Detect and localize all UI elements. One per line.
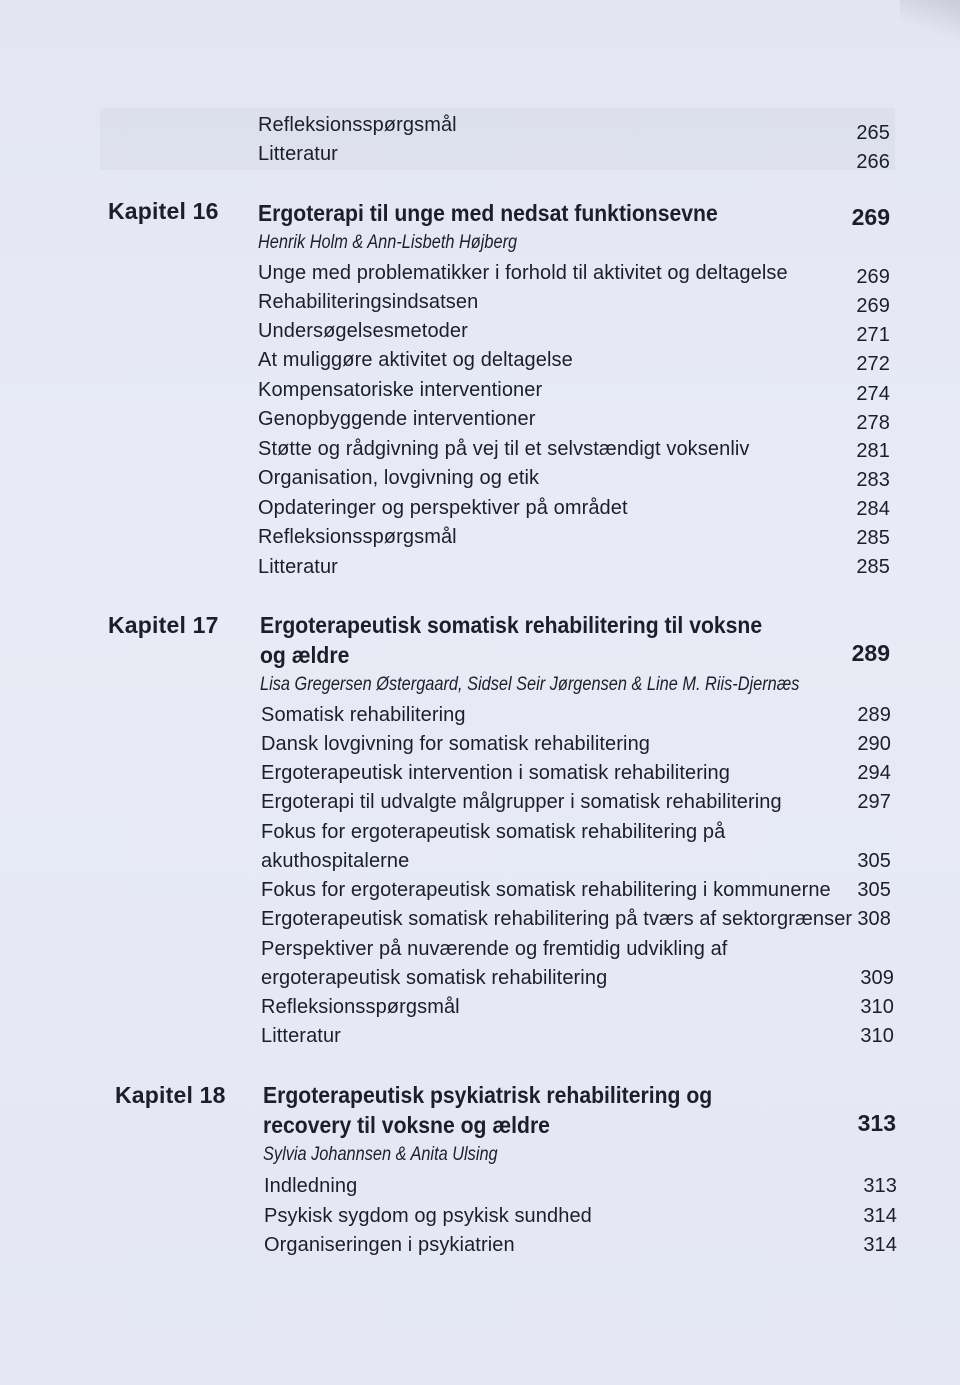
entry-page: 285 <box>856 556 890 578</box>
chapter-label: Kapitel 16 <box>108 198 219 224</box>
toc-entry <box>258 523 890 552</box>
entry-title: Perspektiver på nuværende og fremtidig udvikling af <box>261 938 728 960</box>
entry-page: 278 <box>856 412 890 434</box>
entry-title: akuthospitalerne <box>261 850 410 872</box>
toc-entry <box>258 376 890 405</box>
toc-entry <box>258 435 890 464</box>
entry-page: 283 <box>856 469 890 491</box>
entry-title: Organiseringen i psykiatrien <box>264 1234 515 1256</box>
entry-page: 313 <box>863 1175 897 1197</box>
toc-entry <box>261 701 891 730</box>
toc-entry <box>264 1202 897 1231</box>
entry-page: 285 <box>856 527 890 549</box>
entry-page: 305 <box>857 879 891 901</box>
entry-title: Kompensatoriske interventioner <box>258 379 543 401</box>
entry-title: Unge med problematikker i forhold til aktivitet og deltagelse <box>258 262 788 284</box>
chapter-title <box>260 610 812 670</box>
toc-entry <box>261 730 891 759</box>
toc-entry <box>261 1022 894 1051</box>
toc-entry <box>264 1172 897 1201</box>
toc-entry <box>258 494 890 523</box>
chapter-label: Kapitel 17 <box>108 612 219 638</box>
toc-entry <box>258 464 890 493</box>
toc-entry <box>261 847 891 876</box>
chapter-title-line: og ældre <box>260 642 350 668</box>
chapter-page: 313 <box>857 1110 896 1136</box>
chapter-label: Kapitel 18 <box>115 1082 226 1108</box>
entry-page: 310 <box>860 996 894 1018</box>
entry-page: 271 <box>856 324 890 346</box>
toc-entry <box>261 788 891 817</box>
chapter-title <box>263 1080 815 1140</box>
entry-title: Litteratur <box>261 1025 341 1047</box>
chapter-page: 289 <box>851 640 890 666</box>
toc-entry <box>258 140 890 173</box>
toc-entry <box>261 905 891 934</box>
chapter-title-line: Ergoterapeutisk psykiatrisk rehabilitering og <box>263 1082 713 1108</box>
entry-title: Somatisk rehabilitering <box>261 704 466 726</box>
chapter-authors: Henrik Holm & Ann-Lisbeth Højberg <box>258 232 518 253</box>
entry-page: 281 <box>856 440 890 462</box>
toc-entry <box>258 259 890 288</box>
entry-page: 305 <box>857 850 891 872</box>
toc-entry <box>261 935 891 964</box>
entry-title: Refleksionsspørgsmål <box>258 114 457 136</box>
entry-title: Opdateringer og perspektiver på området <box>258 497 628 519</box>
entry-page: 272 <box>856 353 890 375</box>
entry-page: 266 <box>856 151 890 173</box>
toc-entry <box>258 346 890 375</box>
entry-title: Litteratur <box>258 143 338 165</box>
entry-page: 294 <box>857 762 891 784</box>
entry-title: Refleksionsspørgsmål <box>258 526 457 548</box>
entry-title: Rehabiliteringsindsatsen <box>258 291 479 313</box>
chapter-authors: Lisa Gregersen Østergaard, Sidsel Seir Jørgensen & Line M. Riis-Djernæs <box>260 674 800 695</box>
entry-title: Undersøgelsesmetoder <box>258 320 468 342</box>
entry-page: 297 <box>857 791 891 813</box>
entry-title: Ergoterapeutisk intervention i somatisk rehabilitering <box>261 762 730 784</box>
entry-title: Fokus for ergoterapeutisk somatisk rehabilitering på <box>261 821 726 843</box>
chapter-title-line: Ergoterapi til unge med nedsat funktionsevne <box>258 200 718 226</box>
chapter-title <box>258 198 773 228</box>
toc-entry <box>258 553 890 582</box>
entry-title: Ergoterapeutisk somatisk rehabilitering på tværs af sektorgrænser <box>261 908 853 930</box>
entry-title: Dansk lovgivning for somatisk rehabilitering <box>261 733 651 755</box>
entry-title: Refleksionsspørgsmål <box>261 996 460 1018</box>
entry-page: 289 <box>857 704 891 726</box>
entry-page: 265 <box>856 122 890 144</box>
entry-page: 309 <box>860 967 894 989</box>
toc-entry <box>258 111 890 144</box>
entry-page: 284 <box>856 498 890 520</box>
entry-page: 290 <box>857 733 891 755</box>
toc-entry <box>261 759 891 788</box>
entry-title: Organisation, lovgivning og etik <box>258 467 540 489</box>
toc-entry <box>258 288 890 317</box>
entry-title: Litteratur <box>258 556 338 578</box>
entry-title: At muliggøre aktivitet og deltagelse <box>258 349 573 371</box>
toc-entry <box>258 405 890 434</box>
entry-title: Støtte og rådgivning på vej til et selvstændigt voksenliv <box>258 438 750 460</box>
chapter-page: 269 <box>851 204 890 230</box>
toc-entry <box>261 993 894 1022</box>
chapter-title-line: Ergoterapeutisk somatisk rehabilitering til voksne <box>260 612 763 638</box>
toc-entry <box>261 818 891 847</box>
entry-page: 269 <box>856 295 890 317</box>
entry-page: 310 <box>860 1025 894 1047</box>
entry-title: Indledning <box>264 1175 358 1197</box>
entry-page: 269 <box>856 266 890 288</box>
toc-entry <box>258 317 890 346</box>
entry-page: 308 <box>857 908 891 930</box>
entry-title: Genopbyggende interventioner <box>258 408 536 430</box>
chapter-authors: Sylvia Johannsen & Anita Ulsing <box>263 1144 498 1165</box>
page-corner-shadow <box>900 0 960 40</box>
entry-title: Fokus for ergoterapeutisk somatisk rehabilitering i kommunerne <box>261 879 831 901</box>
chapter-title-line: recovery til voksne og ældre <box>263 1112 550 1138</box>
entry-page: 314 <box>863 1234 897 1256</box>
entry-page: 274 <box>856 383 890 405</box>
entry-title: Ergoterapi til udvalgte målgrupper i somatisk rehabilitering <box>261 791 782 813</box>
toc-entry <box>261 876 891 905</box>
toc-entry <box>261 964 894 993</box>
entry-page: 314 <box>863 1205 897 1227</box>
toc-entry <box>264 1231 897 1260</box>
entry-title: Psykisk sygdom og psykisk sundhed <box>264 1205 592 1227</box>
entry-title: ergoterapeutisk somatisk rehabilitering <box>261 967 608 989</box>
